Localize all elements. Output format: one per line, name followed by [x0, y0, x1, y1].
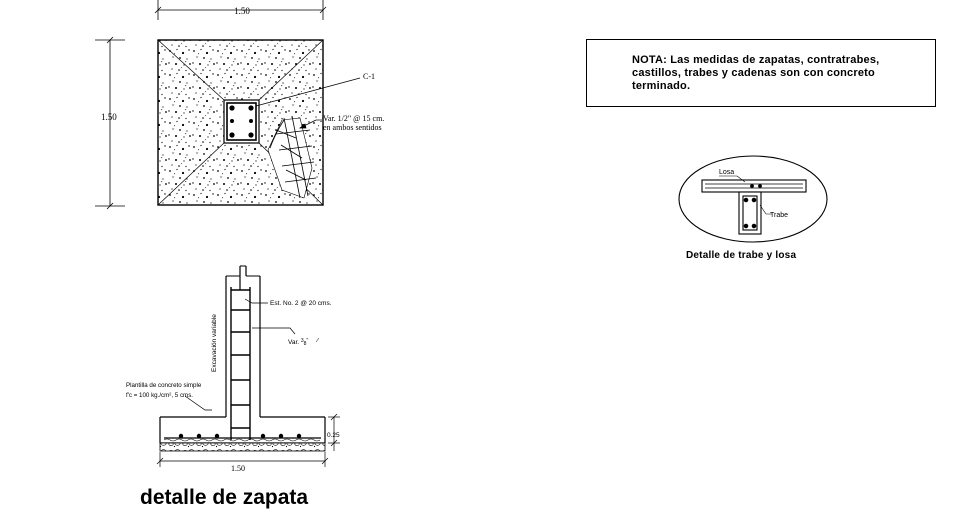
note-text: NOTA: Las medidas de zapatas, contratrabes, castillos, trabes y cadenas son con concreto terminado.: [632, 54, 880, 92]
width-dimension-label: 1.50: [231, 464, 245, 473]
plan-left-dimension: [95, 37, 125, 209]
column-tag-label: C-1: [363, 72, 375, 81]
plan-top-dimension-label: 1.50: [234, 6, 250, 16]
plan-left-dimension-label: 1.50: [101, 112, 117, 122]
beam-detail-title: Detalle de trabe y losa: [686, 250, 797, 261]
plan-view: [95, 0, 384, 209]
bar-note-label: Var. $^3_8$": [288, 338, 309, 347]
stirrup-note-label: Est. No. 2 @ 20 cms.: [270, 300, 332, 307]
bar-note-leader: [252, 328, 295, 334]
column-c1: [224, 100, 259, 143]
slab-label: Losa: [719, 169, 735, 176]
rebar-note-line1: Var. 1/2" @ 15 cm.: [323, 114, 385, 123]
rebar-note-line2: en ambos sentidos: [323, 123, 382, 132]
stirrup-note-leader: [245, 299, 268, 303]
column-rebar-cage: [231, 287, 250, 440]
slab: [702, 180, 806, 192]
excavation-label: Excavación variable: [211, 314, 218, 372]
page-title: detalle de zapata: [140, 486, 309, 509]
plantilla-note-line2: f'c = 100 kg./cm², 5 cms.: [126, 392, 194, 399]
plantilla-note-line1: Plantilla de concreto simple: [126, 382, 202, 389]
beam-label: Trabe: [770, 212, 789, 219]
note-box: [586, 39, 936, 107]
fraction-slash: [316, 338, 319, 342]
footing-bottom-rebar: [164, 434, 321, 441]
plantilla-layer: [160, 443, 325, 451]
section-view: [126, 266, 340, 473]
beam: [739, 192, 761, 234]
depth-dimension-label: 0.25: [327, 432, 340, 439]
beam-slab-detail: [679, 156, 827, 242]
